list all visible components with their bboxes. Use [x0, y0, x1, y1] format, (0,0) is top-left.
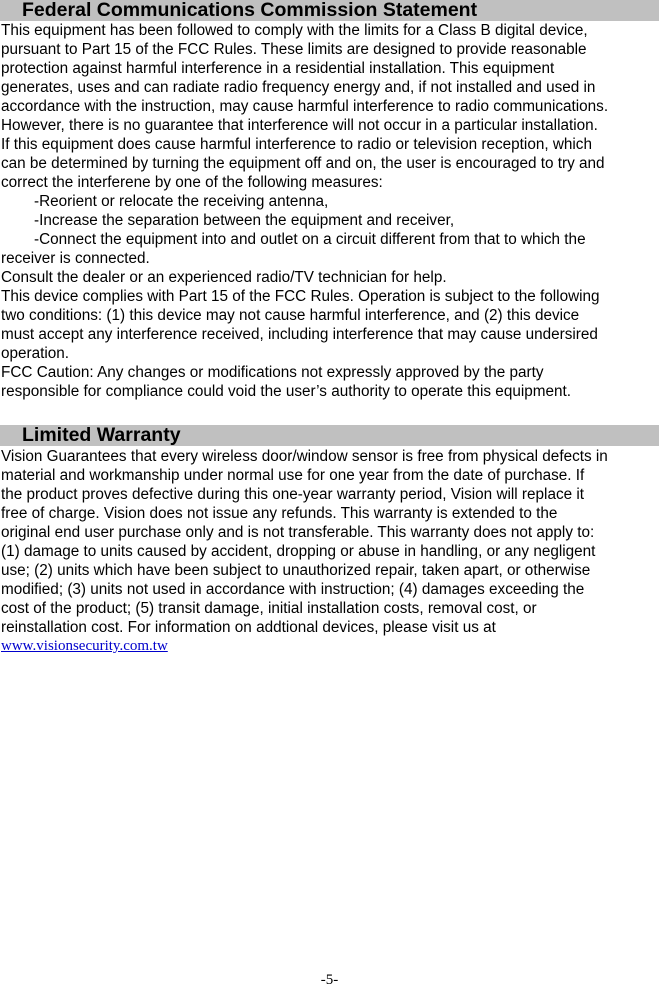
fcc-line: receiver is connected.	[1, 250, 150, 267]
fcc-line: accordance with the instruction, may cause harmful interference to radio communications.	[1, 98, 609, 115]
fcc-line: This device complies with Part 15 of the FCC Rules. Operation is subject to the following	[1, 288, 600, 305]
warranty-line: (1) damage to units caused by accident, dropping or abuse in handling, or any negligent	[1, 543, 596, 560]
fcc-line: generates, uses and can radiate radio frequency energy and, if not installed and used in	[1, 79, 596, 96]
fcc-line: must accept any interference received, including interference that may cause undersired	[1, 326, 598, 343]
warranty-body	[1, 447, 659, 656]
fcc-line: FCC Caution: Any changes or modifications not expressly approved by the party	[1, 364, 544, 381]
warranty-line: modified; (3) units not used in accordance with instruction; (4) damages exceeding the	[1, 581, 585, 598]
fcc-line: However, there is no guarantee that interference will not occur in a particular installation.	[1, 117, 598, 134]
warranty-line: cost of the product; (5) transit damage, initial installation costs, removal cost, or	[1, 600, 537, 617]
fcc-line: pursuant to Part 15 of the FCC Rules. These limits are designed to provide reasonable	[1, 41, 587, 58]
fcc-line: This equipment has been followed to comply with the limits for a Class B digital device,	[1, 22, 588, 39]
fcc-statement-body	[1, 21, 659, 401]
fcc-line: protection against harmful interference in a residential installation. This equipment	[1, 60, 555, 77]
warranty-line: the product proves defective during this one-year warranty period, Vision will replace it	[1, 486, 584, 503]
warranty-line: material and workmanship under normal use for one year from the date of purchase. If	[1, 467, 585, 484]
warranty-line: free of charge. Vision does not issue any refunds. This warranty is extended to the	[1, 505, 558, 522]
fcc-line: correct the interferene by one of the following measures:	[1, 174, 383, 191]
fcc-line: If this equipment does cause harmful interference to radio or television reception, which	[1, 136, 592, 153]
fcc-measure-item: -Increase the separation between the equipment and receiver,	[34, 212, 455, 229]
fcc-measure-item: -Connect the equipment into and outlet on a circuit different from that to which the	[34, 231, 586, 248]
warranty-line: Vision Guarantees that every wireless door/window sensor is free from physical defects in	[1, 448, 608, 465]
vision-website-link[interactable]: www.visionsecurity.com.tw	[1, 638, 168, 654]
fcc-line: can be determined by turning the equipment off and on, the user is encouraged to try and	[1, 155, 605, 172]
fcc-section-title: Federal Communications Commission Statement	[0, 0, 659, 21]
warranty-line: original end user purchase only and is not transferable. This warranty does not apply to:	[1, 524, 595, 541]
fcc-measure-item: -Reorient or relocate the receiving antenna,	[34, 193, 329, 210]
warranty-section-title: Limited Warranty	[0, 425, 659, 446]
fcc-line: operation.	[1, 345, 70, 362]
warranty-line: use; (2) units which have been subject to unauthorized repair, taken apart, or otherwise	[1, 562, 591, 579]
fcc-line: Consult the dealer or an experienced radio/TV technician for help.	[1, 269, 447, 286]
warranty-line: reinstallation cost. For information on addtional devices, please visit us at	[1, 619, 496, 636]
fcc-line: two conditions: (1) this device may not cause harmful interference, and (2) this device	[1, 307, 580, 324]
fcc-line: responsible for compliance could void the user’s authority to operate this equipment.	[1, 383, 571, 400]
page-number: -5-	[320, 972, 339, 988]
